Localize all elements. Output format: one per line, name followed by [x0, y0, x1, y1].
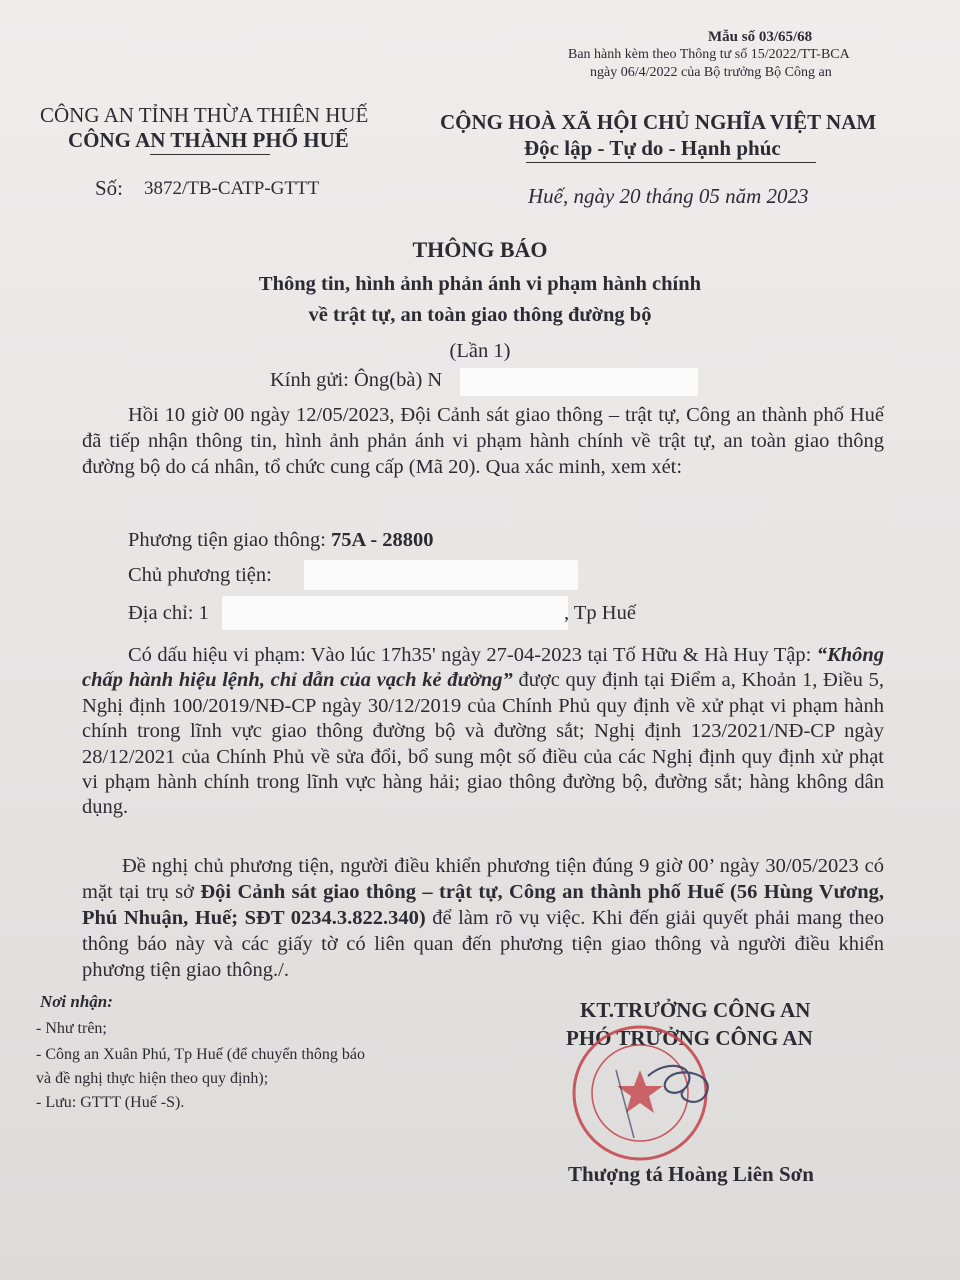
- violation-paragraph: [82, 643, 884, 821]
- agency-underline: [150, 154, 270, 155]
- intro-paragraph: Hồi 10 giờ 00 ngày 12/05/2023, Đội Cảnh sát giao thông – trật tự, Công an thành phố Huế đã tiếp nhận thông tin, hình ảnh phản ánh vi phạm hành chính về trật tự, an toàn giao thông đường bộ do cá nhân, tổ chức cung cấp (Mã 20). Qua xác minh, xem xét:: [82, 404, 884, 478]
- recipient-label: Kính gửi: Ông(bà) N: [270, 369, 443, 391]
- address-suffix: , Tp Huế: [564, 602, 636, 624]
- recipients-item-1: - Như trên;: [36, 1020, 107, 1037]
- recipients-item-2b: và đề nghị thực hiện theo quy định);: [36, 1070, 269, 1087]
- redacted-address: [222, 596, 568, 630]
- nation-motto: Độc lập - Tự do - Hạnh phúc: [524, 136, 781, 160]
- notice-attempt: (Lần 1): [449, 340, 511, 362]
- address-label: Địa chỉ: 1: [128, 602, 209, 624]
- redacted-owner: [304, 560, 578, 590]
- violation-quote: “Không chấp hành hiệu lệnh, chỉ dẫn của vạch kẻ đường”: [82, 644, 884, 692]
- vehicle-plate: 75A - 28800: [331, 529, 434, 551]
- request-paragraph: [82, 853, 884, 983]
- recipients-heading: Nơi nhận:: [40, 992, 113, 1011]
- agency-parent: CÔNG AN TỈNH THỪA THIÊN HUẾ: [40, 103, 369, 127]
- ref-label: Số:: [95, 176, 124, 200]
- owner-label: Chủ phương tiện:: [128, 564, 272, 586]
- signature-title-1: KT.TRƯỞNG CÔNG AN: [580, 998, 811, 1022]
- request-lead: Đề nghị chủ phương tiện, người điều khiển phương tiện đúng 9 giờ 00’ ngày 30/05/2023 có mặt tại trụ sở: [82, 855, 884, 903]
- violation-rest: được quy định tại Điểm a, Khoản 1, Điều 5, Nghị định 100/2019/NĐ-CP ngày 30/12/2019 của Chính Phủ quy định về xử phạt vi phạm hành chính trong lĩnh vực giao thông đường bộ và đường sắt; Nghị định 123/2021/NĐ-CP ngày 28/12/2021 của Chính Phủ về sửa đổi, bổ sung một số điều của các Nghị định quy định xử phạt vi phạm hành chính trong lĩnh vực hàng hải; giao thông đường bộ, đường sắt; hàng không dân dụng.: [82, 669, 885, 819]
- recipients-item-2a: - Công an Xuân Phú, Tp Huế (để chuyển thông báo: [36, 1046, 365, 1063]
- place-date: Huế, ngày 20 tháng 05 năm 2023: [528, 184, 809, 208]
- vehicle-label: Phương tiện giao thông:: [128, 529, 332, 551]
- ref-number: 3872/TB-CATP-GTTT: [144, 178, 320, 199]
- violation-lead: Có dấu hiệu vi phạm: Vào lúc 17h35' ngày 27-04-2023 tại Tố Hữu & Hà Huy Tập:: [128, 644, 817, 666]
- recipients-item-3: - Lưu: GTTT (Huế -S).: [36, 1094, 185, 1111]
- request-bold: Đội Cảnh sát giao thông – trật tự, Công an thành phố Huế (56 Hùng Vương, Phú Nhuận, Huế; SĐT 0234.3.822.340): [82, 881, 884, 929]
- form-issued-line1: Ban hành kèm theo Thông tư số 15/2022/TT-BCA: [568, 47, 850, 62]
- vehicle-row: [128, 527, 434, 553]
- request-rest: để làm rõ vụ việc. Khi đến giải quyết phải mang theo thông báo này và các giấy tờ có liên quan đến phương tiện giao thông và người điều khiển phương tiện giao thông./.: [82, 907, 884, 981]
- redacted-name: [460, 368, 698, 396]
- notice-title: THÔNG BÁO: [412, 237, 548, 262]
- official-seal-stamp: [556, 1018, 746, 1168]
- nation-name: CỘNG HOÀ XÃ HỘI CHỦ NGHĨA VIỆT NAM: [440, 110, 877, 134]
- notice-subtitle-2: về trật tự, an toàn giao thông đường bộ: [308, 304, 652, 326]
- notice-subtitle-1: Thông tin, hình ảnh phản ánh vi phạm hành chính: [258, 273, 702, 295]
- signature-title-2: PHÓ TRƯỞNG CÔNG AN: [566, 1026, 813, 1050]
- form-number: Mẫu số 03/65/68: [708, 29, 813, 45]
- agency-name: CÔNG AN THÀNH PHỐ HUẾ: [68, 128, 349, 152]
- motto-underline: [526, 162, 816, 163]
- form-issued-line2: ngày 06/4/2022 của Bộ trưởng Bộ Công an: [590, 65, 832, 80]
- signer-name: Thượng tá Hoàng Liên Sơn: [568, 1162, 814, 1186]
